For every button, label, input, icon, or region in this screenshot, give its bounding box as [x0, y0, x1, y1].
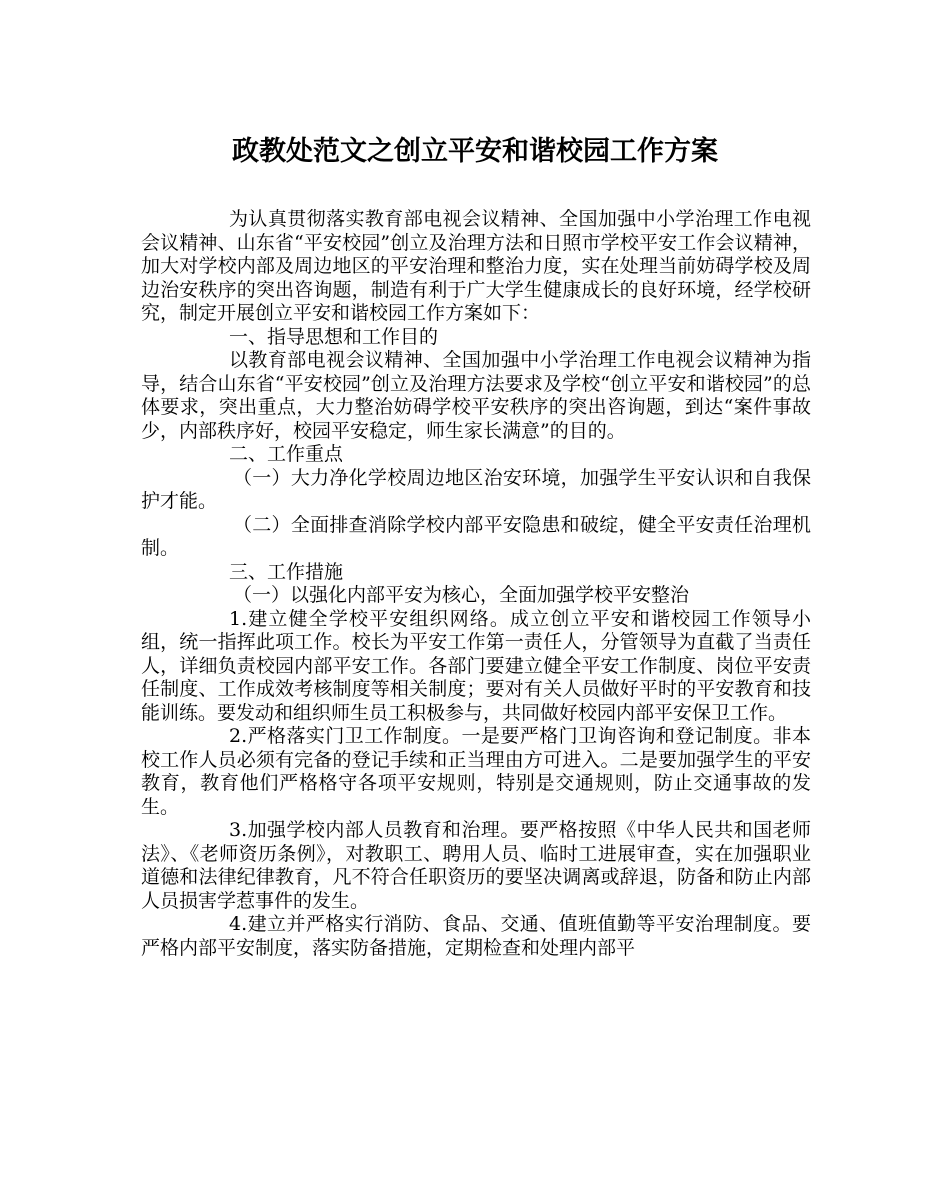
subsection-paragraph: （一）大力净化学校周边地区治安环境，加强学生平安认识和自我保护才能。 — [141, 466, 811, 512]
numbered-paragraph: 1.建立健全学校平安组织网络。成立创立平安和谐校园工作领导小组，统一指挥此项工作。校长为平安工作第一责任人，分管领导为直截了当责任人，详细负责校园内部平安工作。各部门要建立健全平安工作制度、岗位平安责任制度、工作成效考核制度等相关制度；要对有关人员做好平时的平安教育和技能训练。要发动和组织师生员工积极参与，共同做好校园内部平安保卫工作。 — [141, 607, 811, 724]
section-heading-1: 一、指导思想和工作目的 — [229, 325, 439, 348]
section-heading-3: 三、工作措施 — [229, 560, 344, 583]
subsection-paragraph: （二）全面排查消除学校内部平安隐患和破绽，健全平安责任治理机制。 — [141, 513, 811, 559]
intro-paragraph: 为认真贯彻落实教育部电视会议精神、全国加强中小学治理工作电视会议精神、山东省“平安校园”创立及治理方法和日照市学校平安工作会议精神，加大对学校内部及周边地区的平安治理和整治力度，实在处理当前妨碍学校及周边治安秩序的突出咨询题，制造有利于广大学生健康成长的良好环境，经学校研究，制定开展创立平安和谐校园工作方案如下： — [141, 208, 811, 324]
subsection-heading: （一）以强化内部平安为核心，全面加强学校平安整治 — [233, 584, 690, 606]
section-heading-2: 二、工作重点 — [229, 443, 344, 465]
numbered-paragraph: 2.严格落实门卫工作制度。一是要严格门卫询咨询和登记制度。非本校工作人员必须有完备的登记手续和正当理由方可进入。二是要加强学生的平安教育，教育他们严格格守各项平安规则，特别是交通规则，防止交通事故的发生。 — [141, 725, 811, 818]
numbered-paragraph: 4.建立并严格实行消防、食品、交通、值班值勤等平安治理制度。要严格内部平安制度，落实防备措施，定期检查和处理内部平 — [141, 913, 811, 959]
document-title: 政教处范文之创立平安和谐校园工作方案 — [232, 136, 718, 167]
numbered-paragraph: 3.加强学校内部人员教育和治理。要严格按照《中华人民共和国老师法》、《老师资历条例》，对教职工、聘用人员、临时工进展审查，实在加强职业道德和法律纪律教育，凡不符合任职资历的要坚决调离或辞退，防备和防止内部人员损害学惹事件的发生。 — [141, 819, 811, 912]
document-body — [141, 208, 811, 960]
body-paragraph: 以教育部电视会议精神、全国加强中小学治理工作电视会议精神为指导，结合山东省“平安校园”创立及治理方法要求及学校“创立平安和谐校园”的总体要求，突出重点，大力整治妨碍学校平安秩序的突出咨询题，到达“案件事故少，内部秩序好，校园平安稳定，师生家长满意”的目的。 — [141, 349, 811, 442]
